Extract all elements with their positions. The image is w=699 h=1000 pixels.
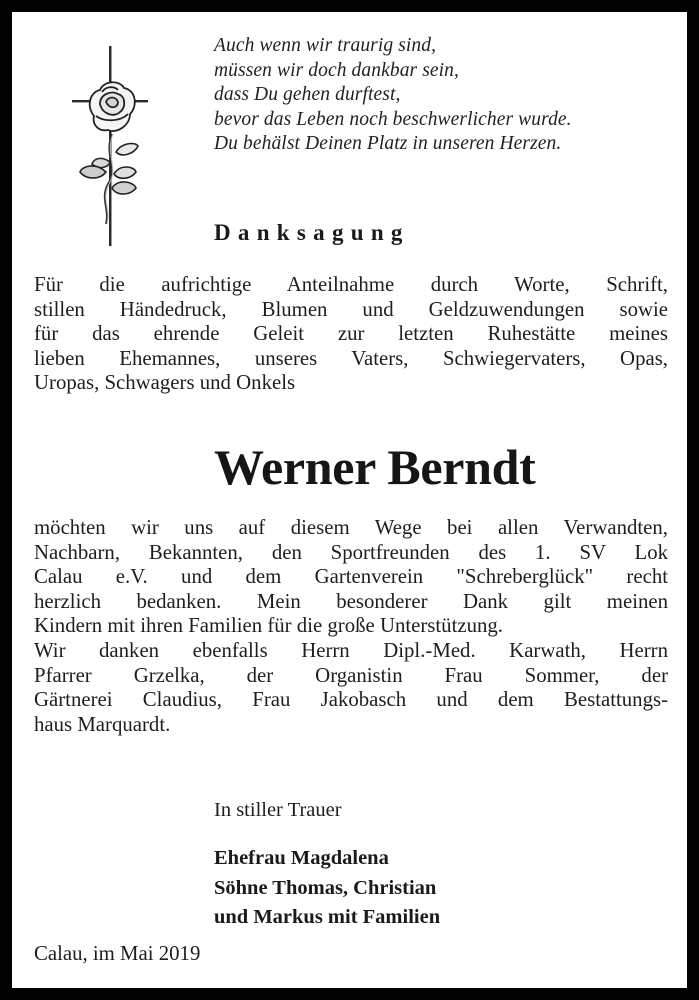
cross-with-rose-icon bbox=[60, 34, 160, 250]
paragraph-line: haus Marquardt. bbox=[34, 712, 171, 736]
paragraph-line: möchten wir uns auf diesem Wege bei allen Verwandten, bbox=[34, 516, 668, 539]
place-date: Calau, im Mai 2019 bbox=[34, 942, 201, 965]
signer-line: und Markus mit Familien bbox=[214, 906, 441, 928]
memorial-poem bbox=[214, 34, 572, 157]
intro-paragraph bbox=[34, 273, 668, 396]
paragraph-line: Für die aufrichtige Anteilnahme durch Worte, Schrift, bbox=[34, 273, 668, 296]
paragraph-line: Calau e.V. und dem Gartenverein "Schreberglück" recht bbox=[34, 565, 668, 589]
paragraph-line: lieben Ehemannes, unseres Vaters, Schwiegervaters, Opas, bbox=[34, 346, 668, 370]
poem-line: müssen wir doch dankbar sein, bbox=[214, 59, 460, 81]
deceased-name: Werner Berndt bbox=[214, 439, 536, 495]
signer-line: Ehefrau Magdalena bbox=[214, 847, 389, 869]
paragraph-line: Gärtnerei Claudius, Frau Jakobasch und dem Bestattungs- bbox=[34, 688, 668, 712]
paragraph-line: herzlich bedanken. Mein besonderer Dank gilt meinen bbox=[34, 589, 668, 613]
poem-line: bevor das Leben noch beschwerlicher wurde. bbox=[214, 108, 572, 130]
paragraph-line: Kindern mit ihren Familien für die große Unterstützung. bbox=[34, 614, 503, 638]
poem-line: dass Du gehen durftest, bbox=[214, 84, 401, 105]
signers-list bbox=[214, 844, 440, 933]
paragraph-line: Uropas, Schwagers und Onkels bbox=[34, 371, 296, 395]
poem-line: Auch wenn wir traurig sind, bbox=[214, 35, 437, 56]
mourning-phrase: In stiller Trauer bbox=[214, 799, 342, 821]
paragraph-line: Wir danken ebenfalls Herrn Dipl.-Med. Karwath, Herrn bbox=[34, 638, 668, 662]
poem-line: Du behälst Deinen Platz in unseren Herzen. bbox=[214, 133, 562, 154]
paragraph-line: stillen Händedruck, Blumen und Geldzuwendungen sowie bbox=[34, 297, 668, 321]
obituary-notice bbox=[12, 12, 687, 988]
signer-line: Söhne Thomas, Christian bbox=[214, 876, 437, 899]
paragraph-line: Pfarrer Grzelka, der Organistin Frau Sommer, der bbox=[34, 663, 668, 687]
thanks-paragraph bbox=[34, 516, 668, 737]
notice-heading: Danksagung bbox=[214, 220, 410, 245]
paragraph-line: für das ehrende Geleit zur letzten Ruhestätte meines bbox=[34, 322, 668, 346]
paragraph-line: Nachbarn, Bekannten, den Sportfreunden des 1. SV Lok bbox=[34, 540, 668, 564]
